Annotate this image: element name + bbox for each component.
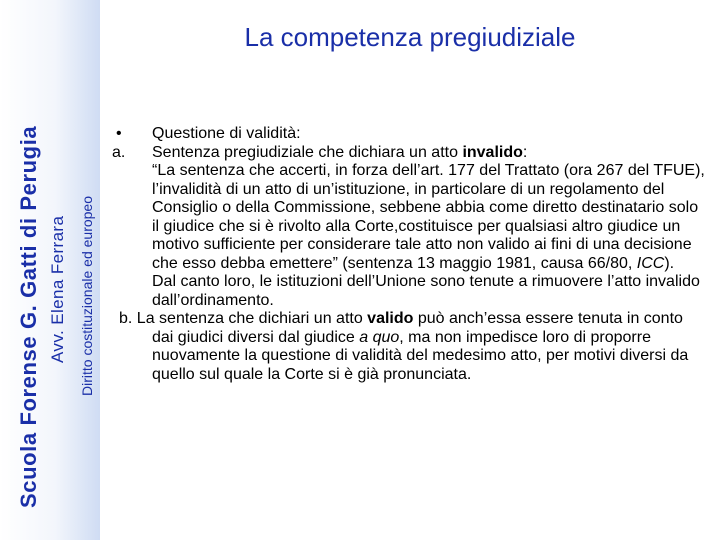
item-a-lead-bold: invalido — [462, 143, 523, 161]
item-a-marker: a. — [112, 143, 126, 161]
slide-content — [112, 125, 707, 384]
item-a-lead — [152, 144, 707, 163]
item-a-case-name: ICC — [636, 254, 665, 272]
item-b-marker: b. — [119, 310, 133, 327]
author-name: Avv. Elena Ferrara — [48, 215, 67, 363]
list-item-a — [112, 144, 707, 311]
course-subject: Diritto costituzionale ed europeo — [79, 195, 95, 396]
bullet-marker: • — [116, 125, 122, 142]
bullet-text: Questione di validità: — [152, 125, 301, 142]
bullet-item — [112, 125, 707, 144]
item-a-lead-text: Sentenza pregiudiziale che dichiara un atto — [152, 143, 463, 161]
item-b-bold: valido — [367, 310, 414, 327]
school-name: Scuola Forense G. Gatti di Perugia — [16, 125, 41, 508]
item-a-lead-end: : — [522, 143, 528, 161]
item-a-quote-end: ). — [664, 254, 675, 272]
sidebar — [0, 0, 100, 540]
item-a-follow: Dal canto loro, le istituzioni dell’Unione sono tenute a rimuovere l’atto invalido dall’ordinamento. — [152, 273, 700, 309]
list-item-b — [112, 310, 707, 384]
item-b-italic: a quo — [359, 328, 400, 346]
item-a-quote — [152, 162, 707, 273]
slide-title: La competenza pregiudiziale — [244, 22, 576, 52]
item-b-text-start: La sentenza che dichiari un atto — [136, 310, 368, 327]
item-b-text-mid: può anch’essa essere tenuta in conto dai giudici diversi dal giudice — [152, 310, 683, 346]
item-b-text-end: , ma non impedisce loro di proporre nuovamente la questione di validità del medesimo atto, per motivi diversi da quello sul quale la Corte si è già pronunciata. — [152, 328, 689, 383]
item-a-quote-text: “La sentenza che accerti, in forza dell’art. 177 del Trattato (ora 267 del TFUE), l’invalidità di un atto di un’istituzione, in particolare di un regolamento del Consiglio o della Commissione, sebbene abbia come diretto destinatario solo il giudice che si è rivolto alla Corte,costituisce per qualsiasi altro giudice un motivo sufficiente per considerare tale atto non valido ai fini di una decisione che esso debba emettere” (sentenza 13 maggio 1981, causa 66/80, — [152, 162, 705, 272]
